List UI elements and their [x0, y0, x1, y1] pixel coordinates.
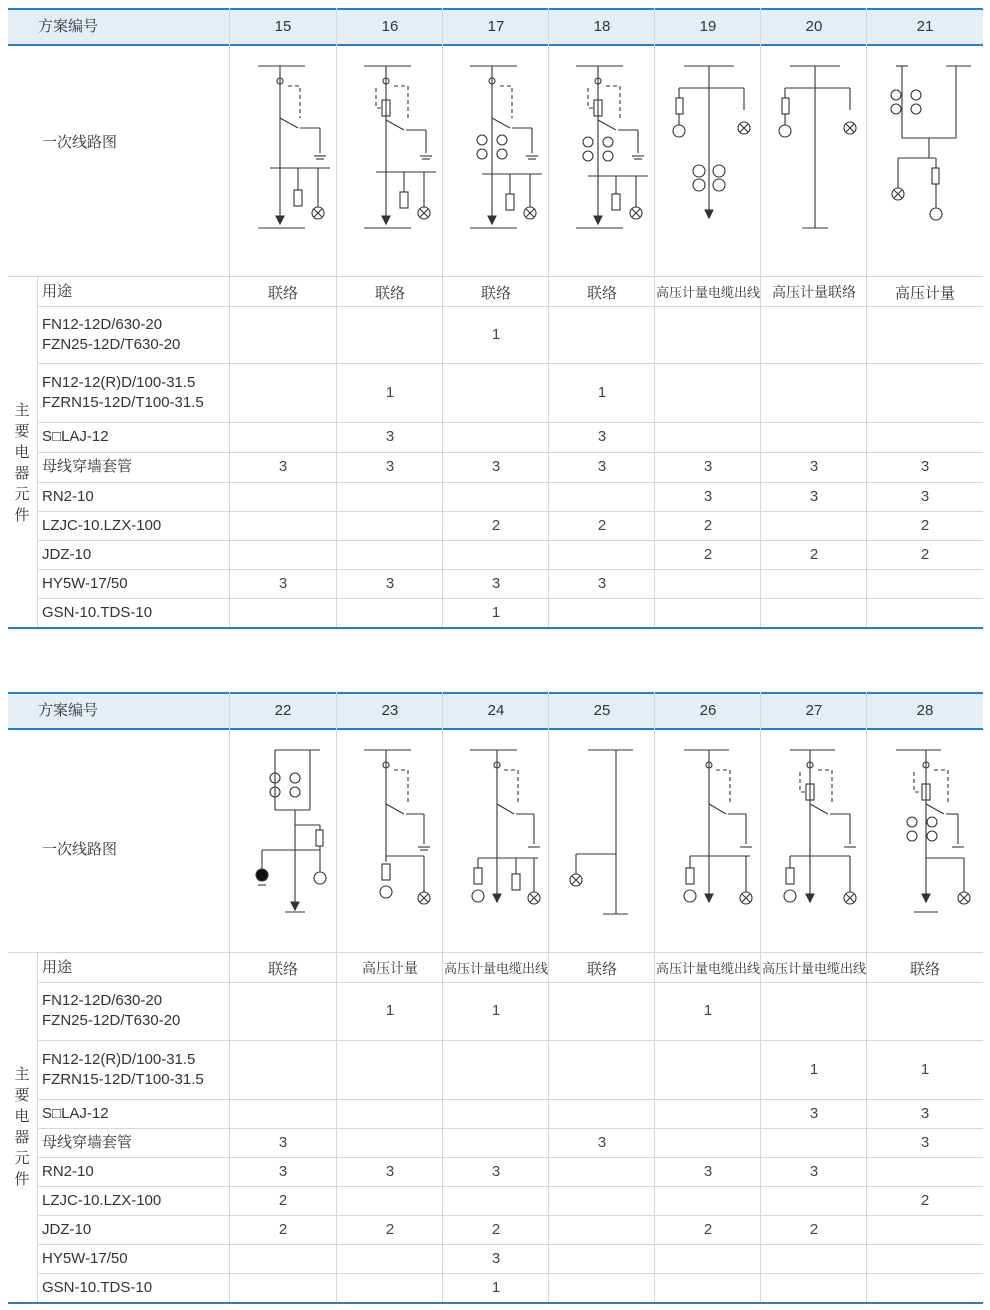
circuit-diagram-24: [470, 750, 540, 904]
circuit-diagram-19: [673, 66, 750, 218]
quantity-cell: 2: [703, 545, 713, 563]
side-label: 主 要 电 器 元 件: [14, 1066, 30, 1188]
quantity-cell: 2: [491, 516, 501, 534]
component-name: S□LAJ-12: [42, 1104, 109, 1122]
quantity-cell: 3: [920, 1133, 930, 1151]
quantity-cell: 3: [385, 458, 395, 475]
usage-label: 用途: [42, 283, 73, 300]
scheme-number: 16: [381, 18, 399, 35]
scheme-number: 22: [274, 702, 292, 719]
component-name: S□LAJ-12: [42, 428, 109, 445]
circuit-diagram-18: [576, 66, 648, 228]
circuit-diagram-23: [364, 750, 430, 904]
quantity-cell: 3: [920, 487, 930, 505]
component-name: JDZ-10: [42, 545, 92, 563]
circuit-diagram-22: [256, 750, 326, 912]
usage-cell: 联络: [267, 285, 298, 302]
quantity-cell: 2: [920, 1191, 930, 1209]
quantity-cell: 2: [491, 1220, 501, 1238]
usage-cell: 联络: [909, 961, 940, 978]
quantity-cell: 3: [703, 458, 713, 475]
header-label: 方案编号: [38, 702, 99, 719]
component-name: LZJC-10.LZX-100: [42, 1191, 162, 1209]
header-label: 方案编号: [38, 18, 99, 35]
quantity-cell: 3: [920, 1104, 930, 1122]
quantity-cell: 3: [491, 574, 501, 592]
quantity-cell: 2: [920, 516, 930, 534]
quantity-cell: 2: [597, 516, 607, 534]
quantity-cell: 3: [278, 1162, 288, 1180]
quantity-cell: 3: [809, 1162, 819, 1180]
quantity-cell: 1: [491, 325, 501, 343]
scheme-number: 26: [699, 702, 717, 719]
circuit-diagrams: [230, 48, 983, 274]
usage-cell: 联络: [374, 285, 405, 302]
circuit-diagram-28: [896, 750, 970, 912]
scheme-number: 23: [381, 702, 399, 719]
scheme-number: 27: [805, 702, 823, 719]
quantity-cell: 3: [491, 1249, 501, 1267]
quantity-cell: 3: [597, 574, 607, 592]
scheme-number: 21: [916, 18, 934, 35]
component-name: 母线穿墙套管: [42, 1133, 133, 1151]
circuit-diagram-27: [784, 750, 856, 904]
usage-cell: 高压计量联络: [772, 284, 856, 300]
scheme-number: 15: [274, 18, 292, 35]
quantity-cell: 1: [703, 1002, 713, 1019]
usage-cell: 联络: [480, 285, 511, 302]
circuit-diagram-17: [470, 66, 542, 228]
scheme-number: 19: [699, 18, 717, 35]
component-name: FN12-12D/630-20 FZN25-12D/T630-20: [42, 992, 181, 1029]
usage-cell: 联络: [267, 961, 298, 978]
quantity-cell: 3: [597, 428, 607, 445]
scheme-number: 20: [805, 18, 823, 35]
quantity-cell: 2: [703, 516, 713, 534]
quantity-cell: 1: [920, 1060, 930, 1078]
usage-cell: 高压计量电缆出线: [443, 961, 548, 976]
quantity-cell: 3: [597, 458, 607, 475]
component-name: FN12-12(R)D/100-31.5 FZRN15-12D/T100-31.5: [42, 373, 204, 411]
quantity-cell: 1: [491, 1278, 501, 1296]
quantity-cell: 3: [703, 487, 713, 505]
quantity-cell: 3: [491, 1162, 501, 1180]
quantity-cell: 1: [809, 1060, 819, 1078]
component-name: FN12-12D/630-20 FZN25-12D/T630-20: [42, 315, 181, 353]
quantity-cell: 1: [385, 1002, 395, 1019]
component-name: HY5W-17/50: [42, 1249, 128, 1267]
quantity-cell: 3: [278, 1133, 288, 1151]
quantity-cell: 3: [278, 458, 288, 475]
quantity-cell: 2: [809, 545, 819, 563]
quantity-cell: 3: [809, 487, 819, 505]
component-name: LZJC-10.LZX-100: [42, 516, 162, 534]
usage-cell: 高压计量电缆出线: [761, 961, 866, 976]
usage-label: 用途: [42, 959, 73, 976]
component-name: 母线穿墙套管: [42, 458, 133, 475]
diagram-label: 一次线路图: [42, 841, 118, 858]
quantity-cell: 2: [278, 1220, 288, 1238]
scheme-number: 25: [593, 702, 611, 719]
scheme-number: 24: [487, 702, 505, 719]
component-name: FN12-12(R)D/100-31.5 FZRN15-12D/T100-31.5: [42, 1050, 204, 1088]
scheme-number: 17: [487, 18, 505, 35]
usage-cell: 高压计量电缆出线: [655, 961, 760, 976]
usage-cell: 高压计量电缆出线: [655, 285, 760, 300]
circuit-diagram-25: [570, 750, 633, 914]
component-name: GSN-10.TDS-10: [42, 1278, 153, 1296]
circuit-diagram-26: [684, 750, 752, 904]
table-header: [8, 692, 983, 730]
quantity-cell: 3: [278, 574, 288, 592]
quantity-cell: 1: [597, 383, 607, 401]
usage-cell: 高压计量: [894, 285, 955, 302]
usage-cell: 联络: [586, 961, 617, 978]
quantity-cell: 3: [809, 458, 819, 475]
side-label: 主 要 电 器 元 件: [14, 402, 30, 524]
circuit-diagram-15: [258, 66, 330, 228]
circuit-diagram-21: [891, 66, 971, 220]
diagram-label: 一次线路图: [42, 134, 118, 151]
quantity-cell: 3: [385, 574, 395, 592]
circuit-diagrams: [230, 732, 983, 950]
quantity-cell: 3: [385, 428, 395, 445]
component-name: RN2-10: [42, 1162, 94, 1180]
component-name: GSN-10.TDS-10: [42, 603, 153, 621]
usage-cell: 联络: [586, 285, 617, 302]
component-name: HY5W-17/50: [42, 574, 128, 592]
quantity-cell: 2: [385, 1220, 395, 1238]
quantity-cell: 3: [597, 1133, 607, 1151]
quantity-cell: 1: [385, 383, 395, 401]
quantity-cell: 2: [703, 1220, 713, 1238]
quantity-cell: 3: [491, 458, 501, 475]
quantity-cell: 3: [385, 1162, 395, 1180]
scheme-number: 18: [593, 18, 611, 35]
quantity-cell: 1: [491, 1002, 501, 1019]
component-name: JDZ-10: [42, 1220, 92, 1238]
quantity-cell: 3: [920, 458, 930, 475]
quantity-cell: 1: [491, 603, 501, 621]
quantity-cell: 3: [703, 1162, 713, 1180]
scheme-number: 28: [916, 702, 934, 719]
circuit-diagram-16: [364, 66, 436, 228]
component-name: RN2-10: [42, 487, 94, 505]
quantity-cell: 2: [278, 1191, 288, 1209]
usage-cell: 高压计量: [362, 960, 418, 976]
quantity-cell: 3: [809, 1104, 819, 1122]
quantity-cell: 2: [809, 1220, 819, 1238]
circuit-diagram-20: [779, 66, 856, 228]
table-header: [8, 8, 983, 46]
quantity-cell: 2: [920, 545, 930, 563]
